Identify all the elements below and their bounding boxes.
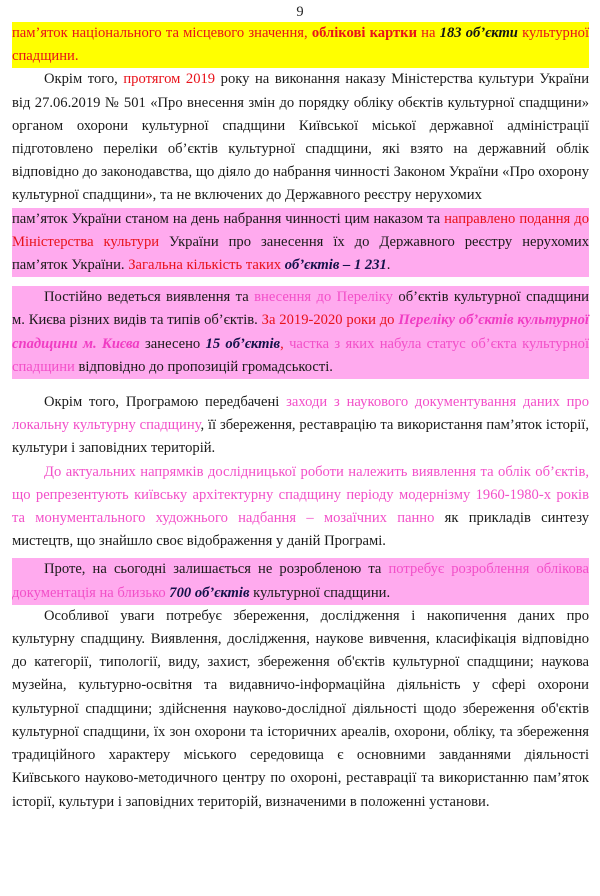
p5-seg-2-emphasis: заходи з наукового документування даних про локальну культурну спадщину — [12, 394, 589, 434]
paragraph-gap-2 — [12, 379, 589, 391]
p5-seg-1: Окрім того, Програмою передбачені — [44, 394, 287, 411]
p7-seg-1: Проте, на сьогодні залишається не розробленою та — [44, 561, 389, 578]
p6-seg-2: як прикладів синтезу мистецтв, що знайшло своє відображення у даній Програмі. — [12, 510, 590, 550]
paragraph-3 — [12, 208, 589, 278]
p5-seg-3: , її збереження, реставрацію та використання пам’яток історії, культури і заповідних територій. — [12, 417, 589, 457]
p3-seg-1: пам’яток України станом на день набрання чинності цим наказом та — [12, 210, 445, 227]
p7-seg-2-emphasis: потребує розроблення облікова документація на близько — [12, 561, 589, 601]
page-number: 9 — [296, 4, 304, 20]
paragraph-block-pink-2 — [12, 286, 589, 379]
p2-seg-3: року на виконання наказу Міністерства культури України від 27.06.2019 № 501 «Про внесення змін до порядку обліку обєктів культурної спадщини» органом охорони культурної спадщини Київської міської державної адміністрації підготовлено переліки об’єктів культурної спадщини, які взято на державний облік відповідно до законодавства, що діяло до набрання чинності Законом України «Про охорону культурної спадщини», та не включених до Державного реєстру нерухомих — [12, 71, 590, 204]
p3-seg-6: . — [386, 257, 391, 274]
p3-seg-5-count: об’єктів – 1 231 — [284, 257, 387, 274]
p2-seg-1: Окрім того, — [44, 71, 124, 88]
p6-seg-1-emphasis: До актуальних напрямків дослідницької роботи належить виявлення та облік об’єктів, що репрезентують київську архітектурну спадщину періоду модернізму 1960-1980-х років та монументального художнього надбання – мозаїчних панно — [12, 463, 589, 527]
p3-seg-3: України про занесення їх до Державного реєстру нерухомих пам’яток України. — [12, 233, 590, 274]
paragraph-1 — [12, 22, 589, 68]
p4-seg-5-title: Переліку об’єктів культурної спадщини м. Києва — [12, 312, 589, 352]
p3-seg-2-emphasis: направлено подання до Міністерства культури — [12, 210, 589, 250]
paragraph-gap-1 — [12, 277, 589, 286]
paragraph-8 — [12, 605, 589, 814]
p1-seg-5: культурної спадщини. — [12, 25, 589, 65]
paragraph-2 — [12, 68, 589, 207]
p7-seg-4: культурної спадщини. — [249, 584, 391, 601]
document-body — [0, 22, 600, 814]
p4-seg-3: об’єктів культурної спадщини м. Києва різних видів та типів об’єктів. — [12, 289, 589, 329]
p7-seg-3-count: 700 об’єктів — [169, 584, 250, 601]
paragraph-4 — [12, 286, 589, 379]
p4-seg-8: , — [280, 335, 290, 352]
p8-seg-1: Особливої уваги потребує збереження, дослідження і накопичення даних про культурну спадщину. Виявлення, дослідження, наукове вивчення, класифікація відповідно до категорії, типології, виду, захист, збереження об'єктів культурної спадщини; наукова музейна, культурно-освітня та видавничо-інформаційна діяльність у сфері охорони культурної спадщини; здійснення науково-дослідної діяльності щодо збереження об'єктів культурної спадщини, їх зон охорони та історичних ареалів, охорони, обліку, та збереження традиційного характеру міського середовища є основними завданнями діяльності Київського науково-методичного центру по охороні, реставрації та використанню пам’яток історії, культури і заповідних територій, визначеними в положенні установи. — [12, 607, 589, 810]
p1-seg-4-count: 183 об’єкти — [439, 25, 518, 41]
p4-seg-1: Постійно ведеться виявлення та — [44, 289, 255, 306]
paragraph-6 — [12, 461, 589, 554]
p4-seg-4-period: За 2019-2020 роки до — [261, 312, 399, 329]
p1-seg-2-emphasis: облікові картки — [311, 25, 417, 41]
paragraph-7 — [12, 558, 589, 604]
p4-seg-6: занесено — [139, 335, 206, 352]
p4-seg-7-count: 15 об’єктів — [205, 335, 281, 352]
p4-seg-9-emphasis: частка з яких набула статус об’єкта культурної спадщини — [12, 335, 590, 375]
p2-seg-2-period: протягом 2019 — [123, 71, 216, 88]
p1-seg-1: пам’яток національного та місцевого значення, — [12, 25, 312, 41]
paragraph-5 — [12, 391, 589, 461]
p3-seg-4-label: Загальна кількість таких — [128, 257, 285, 274]
p4-seg-2-emphasis: внесення до Переліку — [254, 289, 393, 306]
paragraph-block-yellow-1 — [12, 22, 589, 68]
p4-seg-10: відповідно до пропозицій громадськості. — [74, 358, 333, 375]
paragraph-block-pink-3 — [12, 558, 589, 604]
paragraph-block-pink-1 — [12, 208, 589, 278]
p1-seg-3: на — [416, 25, 440, 41]
